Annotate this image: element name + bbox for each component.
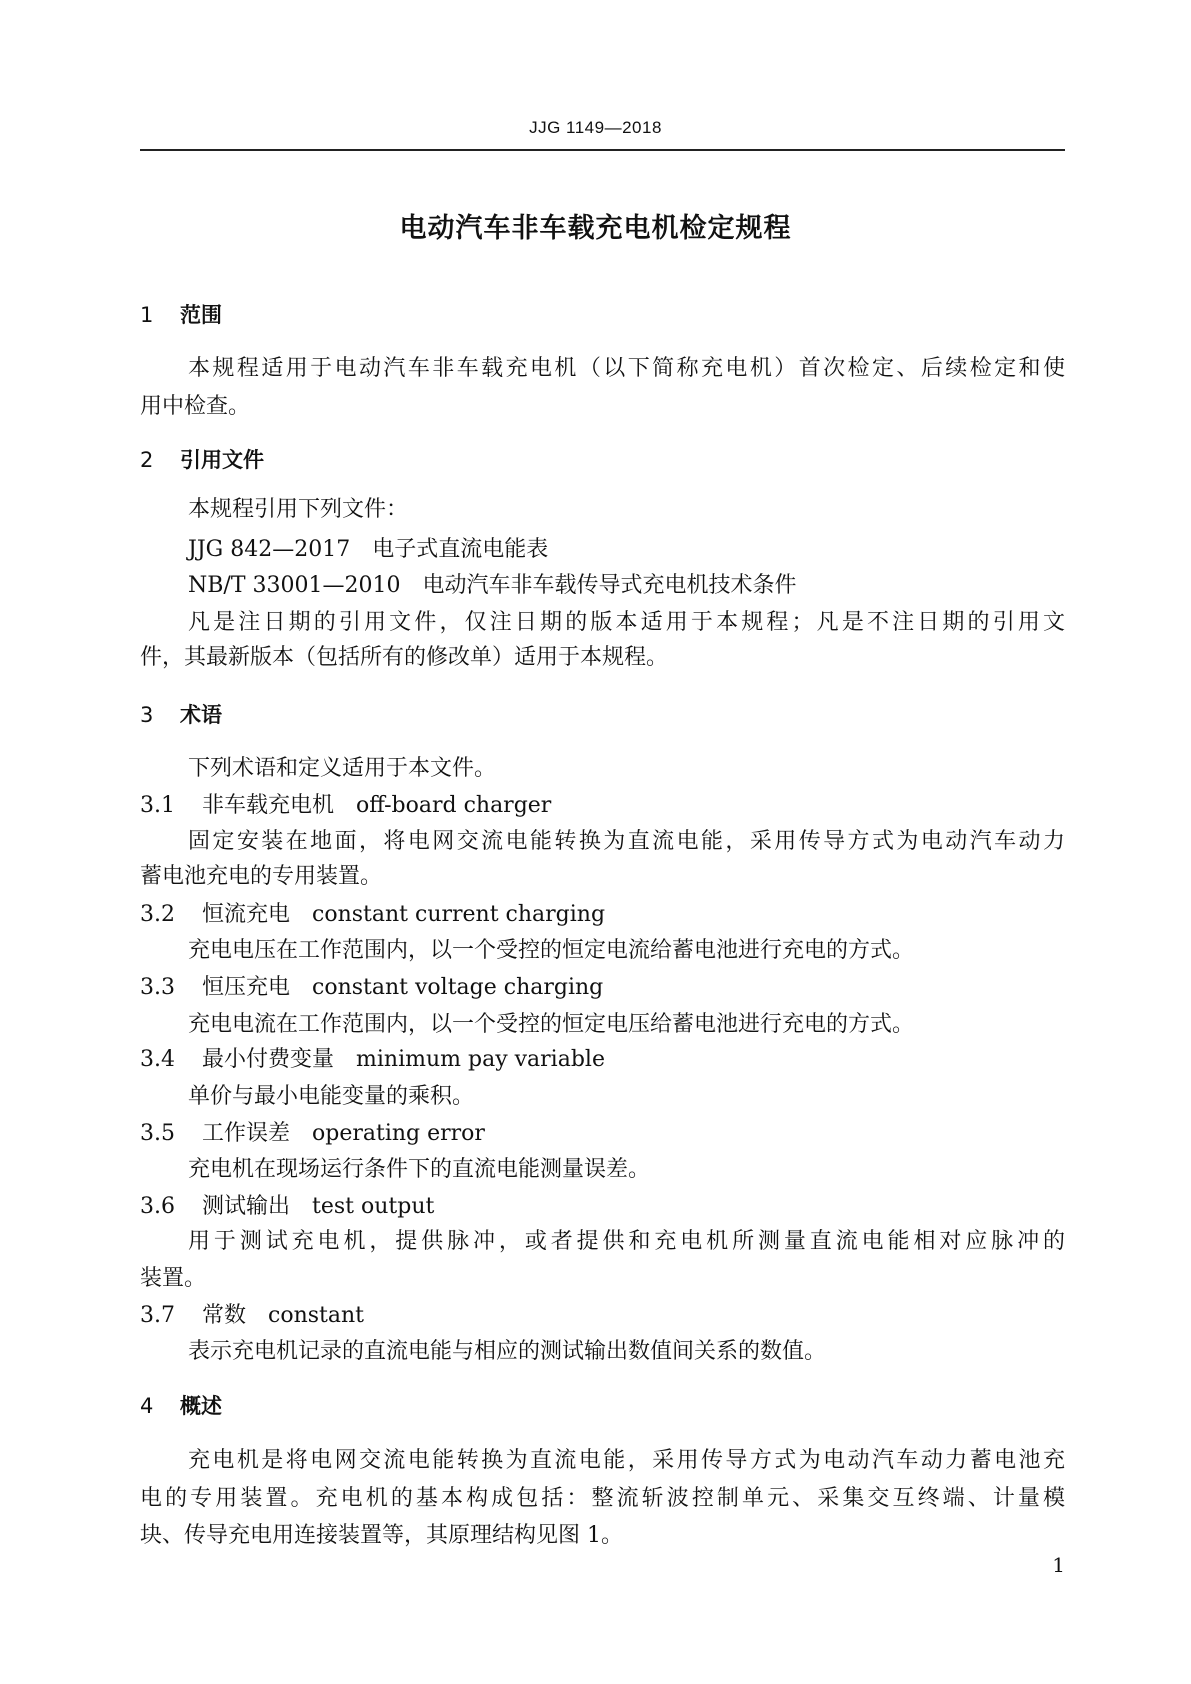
paragraph-line: 件，其最新版本（包括所有的修改单）适用于本规程。 (140, 645, 669, 670)
page-title: 电动汽车非车载充电机检定规程 (399, 213, 792, 244)
term-heading: 3.6 测试输出 test output (140, 1194, 435, 1219)
term-heading: 3.7 常数 constant (140, 1303, 365, 1328)
term-definition: 表示充电机记录的直流电能与相应的测试输出数值间关系的数值。 (188, 1339, 827, 1364)
term-heading: 3.1 非车载充电机 off-board charger (140, 793, 552, 818)
section-4-heading: 4 概述 (140, 1394, 222, 1418)
term-heading: 3.5 工作误差 operating error (140, 1121, 485, 1146)
term-definition: 单价与最小电能变量的乘积。 (188, 1084, 475, 1109)
paragraph-line: 充电机是将电网交流电能转换为直流电能，采用传导方式为电动汽车动力蓄电池充 (188, 1448, 1065, 1473)
term-definition: 装置。 (140, 1266, 207, 1291)
paragraph-line: 下列术语和定义适用于本文件。 (188, 756, 497, 781)
section-1-heading: 1 范围 (140, 303, 222, 327)
paragraph-line: 用中检查。 (140, 394, 251, 419)
term-heading: 3.3 恒压充电 constant voltage charging (140, 975, 604, 1000)
paragraph-line: 凡是注日期的引用文件，仅注日期的版本适用于本规程；凡是不注日期的引用文 (188, 610, 1065, 635)
running-header: JJG 1149—2018 (529, 118, 662, 137)
paragraph-line: 本规程引用下列文件： (188, 497, 409, 522)
term-definition: 蓄电池充电的专用装置。 (140, 864, 383, 889)
term-definition: 用于测试充电机，提供脉冲，或者提供和充电机所测量直流电能相对应脉冲的 (188, 1229, 1065, 1254)
reference-item: NB/T 33001—2010 电动汽车非车载传导式充电机技术条件 (188, 573, 797, 598)
paragraph-line: 本规程适用于电动汽车非车载充电机（以下简称充电机）首次检定、后续检定和使 (188, 356, 1065, 381)
term-heading: 3.2 恒流充电 constant current charging (140, 902, 606, 927)
section-2-heading: 2 引用文件 (140, 448, 264, 472)
term-definition: 充电电流在工作范围内，以一个受控的恒定电压给蓄电池进行充电的方式。 (188, 1012, 915, 1037)
paragraph-line: 块、传导充电用连接装置等，其原理结构见图 1。 (140, 1523, 623, 1548)
term-definition: 充电机在现场运行条件下的直流电能测量误差。 (188, 1157, 651, 1182)
reference-item: JJG 842—2017 电子式直流电能表 (188, 537, 549, 562)
paragraph-line: 电的专用装置。充电机的基本构成包括：整流斩波控制单元、采集交互终端、计量模 (140, 1486, 1065, 1511)
term-definition: 充电电压在工作范围内，以一个受控的恒定电流给蓄电池进行充电的方式。 (188, 938, 915, 963)
header-rule (140, 149, 1065, 151)
page-number: 1 (1052, 1553, 1065, 1577)
term-definition: 固定安装在地面，将电网交流电能转换为直流电能，采用传导方式为电动汽车动力 (188, 829, 1065, 854)
section-3-heading: 3 术语 (140, 703, 222, 727)
term-heading: 3.4 最小付费变量 minimum pay variable (140, 1047, 605, 1072)
